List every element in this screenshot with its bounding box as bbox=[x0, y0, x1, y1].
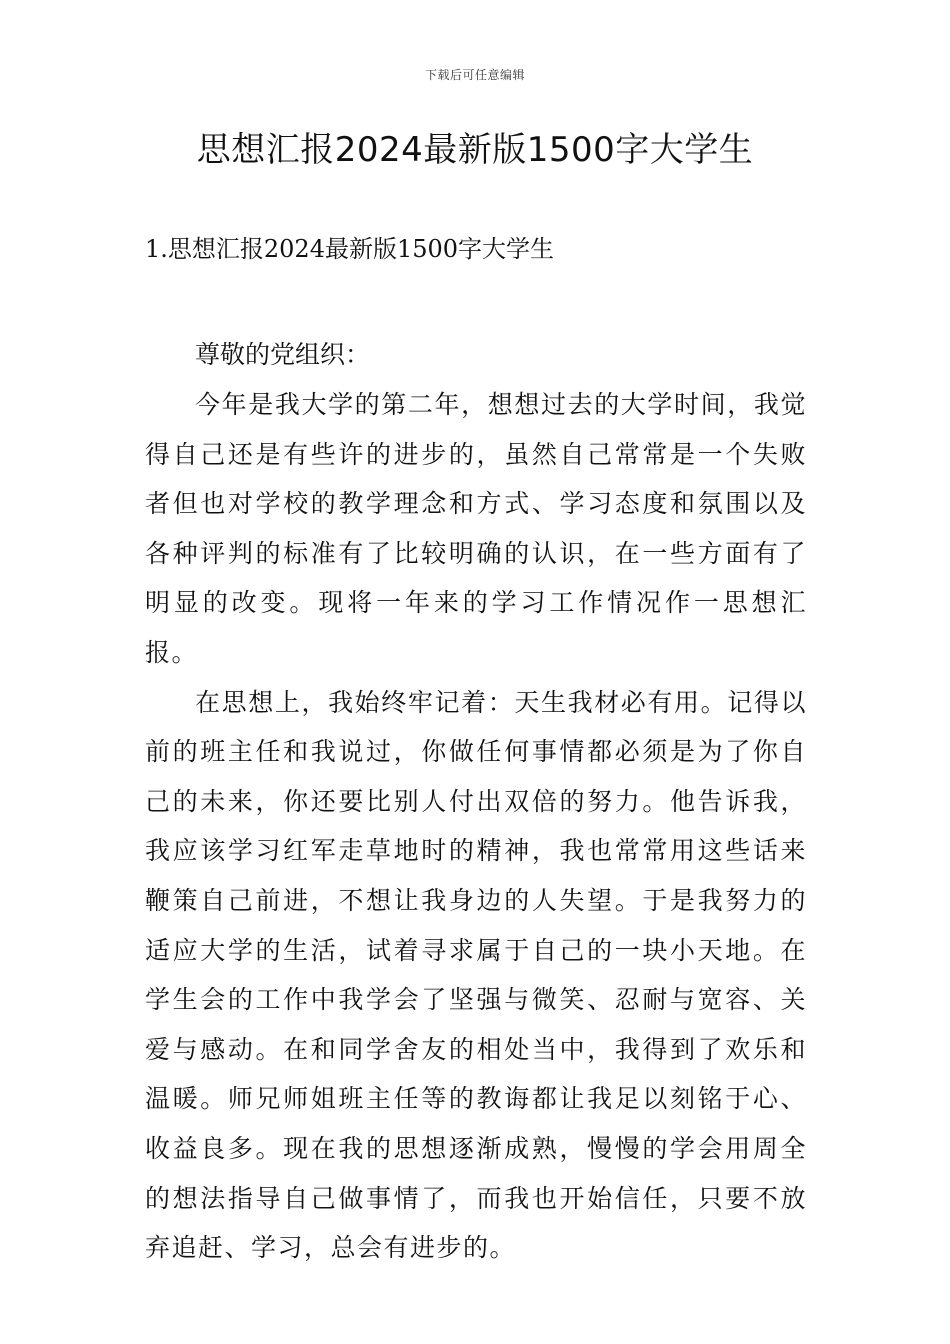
salutation: 尊敬的党组织： bbox=[195, 340, 371, 369]
document-title: 思想汇报2024最新版1500字大学生 bbox=[196, 130, 754, 170]
paragraph-2: 在思想上，我始终牢记着：天生我材必有用。记得以前的班主任和我说过，你做任何事情都必须是为了你自己的未来，你还要比别人付出双倍的努力。他告诉我，我应该学习红军走草地时的精神，我也常常用这些话来鞭策自己前进，不想让我身边的人失望。于是我努力的适应大学的生活，试着寻求属于自己的一块小天地。在学生会的工作中我学会了坚强与微笑、忍耐与宽容、关爱与感动。在和同学舍友的相处当中，我得到了欢乐和温暖。师兄师姐班主任等的教诲都让我足以刻铭于心、收益良多。现在我的思想逐渐成熟，慢慢的学会用周全的想法指导自己做事情了，而我也开始信任，只要不放弃追赶、学习，总会有进步的。 bbox=[145, 687, 807, 1263]
header-note: 下载后可任意编辑 bbox=[424, 68, 525, 82]
document-body bbox=[145, 330, 807, 1273]
section-heading: 1.思想汇报2024最新版1500字大学生 bbox=[145, 235, 555, 263]
paragraph-1: 今年是我大学的第二年，想想过去的大学时间，我觉得自己还是有些许的进步的，虽然自己常常是一个失败者但也对学校的教学理念和方式、学习态度和氛围以及各种评判的标准有了比较明确的认识，在一些方面有了明显的改变。现将一年来的学习工作情况作一思想汇报。 bbox=[145, 390, 807, 667]
